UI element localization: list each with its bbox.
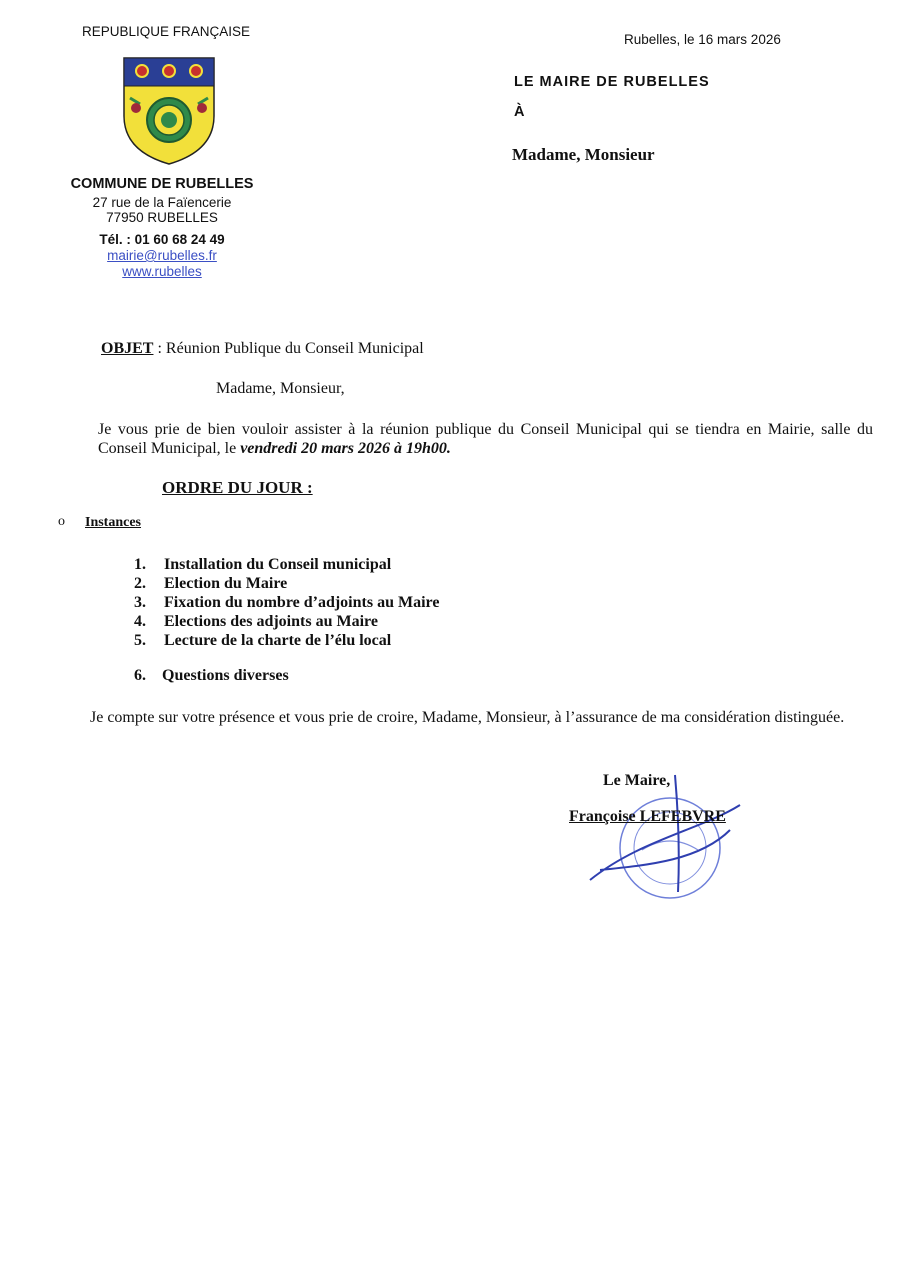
commune-coat-of-arms bbox=[122, 56, 216, 166]
agenda-item-number: 3. bbox=[134, 594, 146, 611]
agenda-item-label: Election du Maire bbox=[164, 575, 288, 592]
agenda-item bbox=[134, 612, 439, 631]
invitation-text: Je vous prie de bien vouloir assister à la réunion publique du Conseil Municipal qui se tiendra en Mairie, salle du Conseil Municipal, le bbox=[98, 421, 873, 457]
agenda-item-number: 5. bbox=[134, 632, 146, 649]
subject-label: OBJET bbox=[101, 340, 154, 357]
address-city: 77950 RUBELLES bbox=[106, 210, 218, 225]
agenda-item bbox=[134, 574, 439, 593]
agenda-item-number: 1. bbox=[134, 556, 146, 573]
agenda-item-label: Questions diverses bbox=[162, 667, 289, 684]
salutation: Madame, Monsieur, bbox=[216, 380, 345, 397]
sender-title: LE MAIRE DE RUBELLES bbox=[514, 74, 710, 90]
agenda-item-label: Fixation du nombre d’adjoints au Maire bbox=[164, 594, 440, 611]
to-word: À bbox=[514, 104, 525, 120]
agenda-item-number: 6. bbox=[134, 667, 146, 684]
agenda-item-label: Lecture de la charte de l’élu local bbox=[164, 632, 392, 649]
agenda-item-label: Installation du Conseil municipal bbox=[164, 556, 392, 573]
agenda-item-number: 4. bbox=[134, 613, 146, 630]
agenda-list bbox=[134, 555, 439, 650]
invitation-paragraph bbox=[98, 420, 873, 458]
agenda-heading: ORDRE DU JOUR : bbox=[162, 478, 313, 497]
letter-date: Rubelles, le 16 mars 2026 bbox=[624, 32, 781, 47]
agenda-item bbox=[134, 631, 439, 650]
section-title: Instances bbox=[85, 515, 142, 530]
agenda-item-label: Elections des adjoints au Maire bbox=[164, 613, 378, 630]
agenda-item-number: 2. bbox=[134, 575, 146, 592]
republique-label: REPUBLIQUE FRANÇAISE bbox=[82, 24, 251, 39]
commune-name: COMMUNE DE RUBELLES bbox=[70, 176, 254, 192]
agenda-item bbox=[134, 593, 439, 612]
subject-line bbox=[101, 340, 424, 358]
agenda-item-questions bbox=[134, 667, 289, 685]
email-link[interactable]: mairie@rubelles.fr bbox=[107, 248, 217, 263]
website-link[interactable]: www.rubelles bbox=[122, 264, 202, 279]
signature-name: Françoise LEFEBVRE bbox=[569, 808, 726, 825]
phone-number: Tél. : 01 60 68 24 49 bbox=[99, 232, 225, 247]
closing-paragraph: Je compte sur votre présence et vous prie de croire, Madame, Monsieur, à l’assurance de ma considération distinguée. bbox=[90, 709, 845, 726]
recipient: Madame, Monsieur bbox=[512, 145, 655, 164]
meeting-date: vendredi 20 mars 2026 à 19h00. bbox=[240, 440, 451, 457]
subject-text: : Réunion Publique du Conseil Municipal bbox=[153, 340, 424, 357]
agenda-item bbox=[134, 555, 439, 574]
address-street: 27 rue de la Faïencerie bbox=[92, 195, 232, 210]
section-bullet: o bbox=[58, 514, 65, 529]
signature-role: Le Maire, bbox=[603, 772, 671, 789]
